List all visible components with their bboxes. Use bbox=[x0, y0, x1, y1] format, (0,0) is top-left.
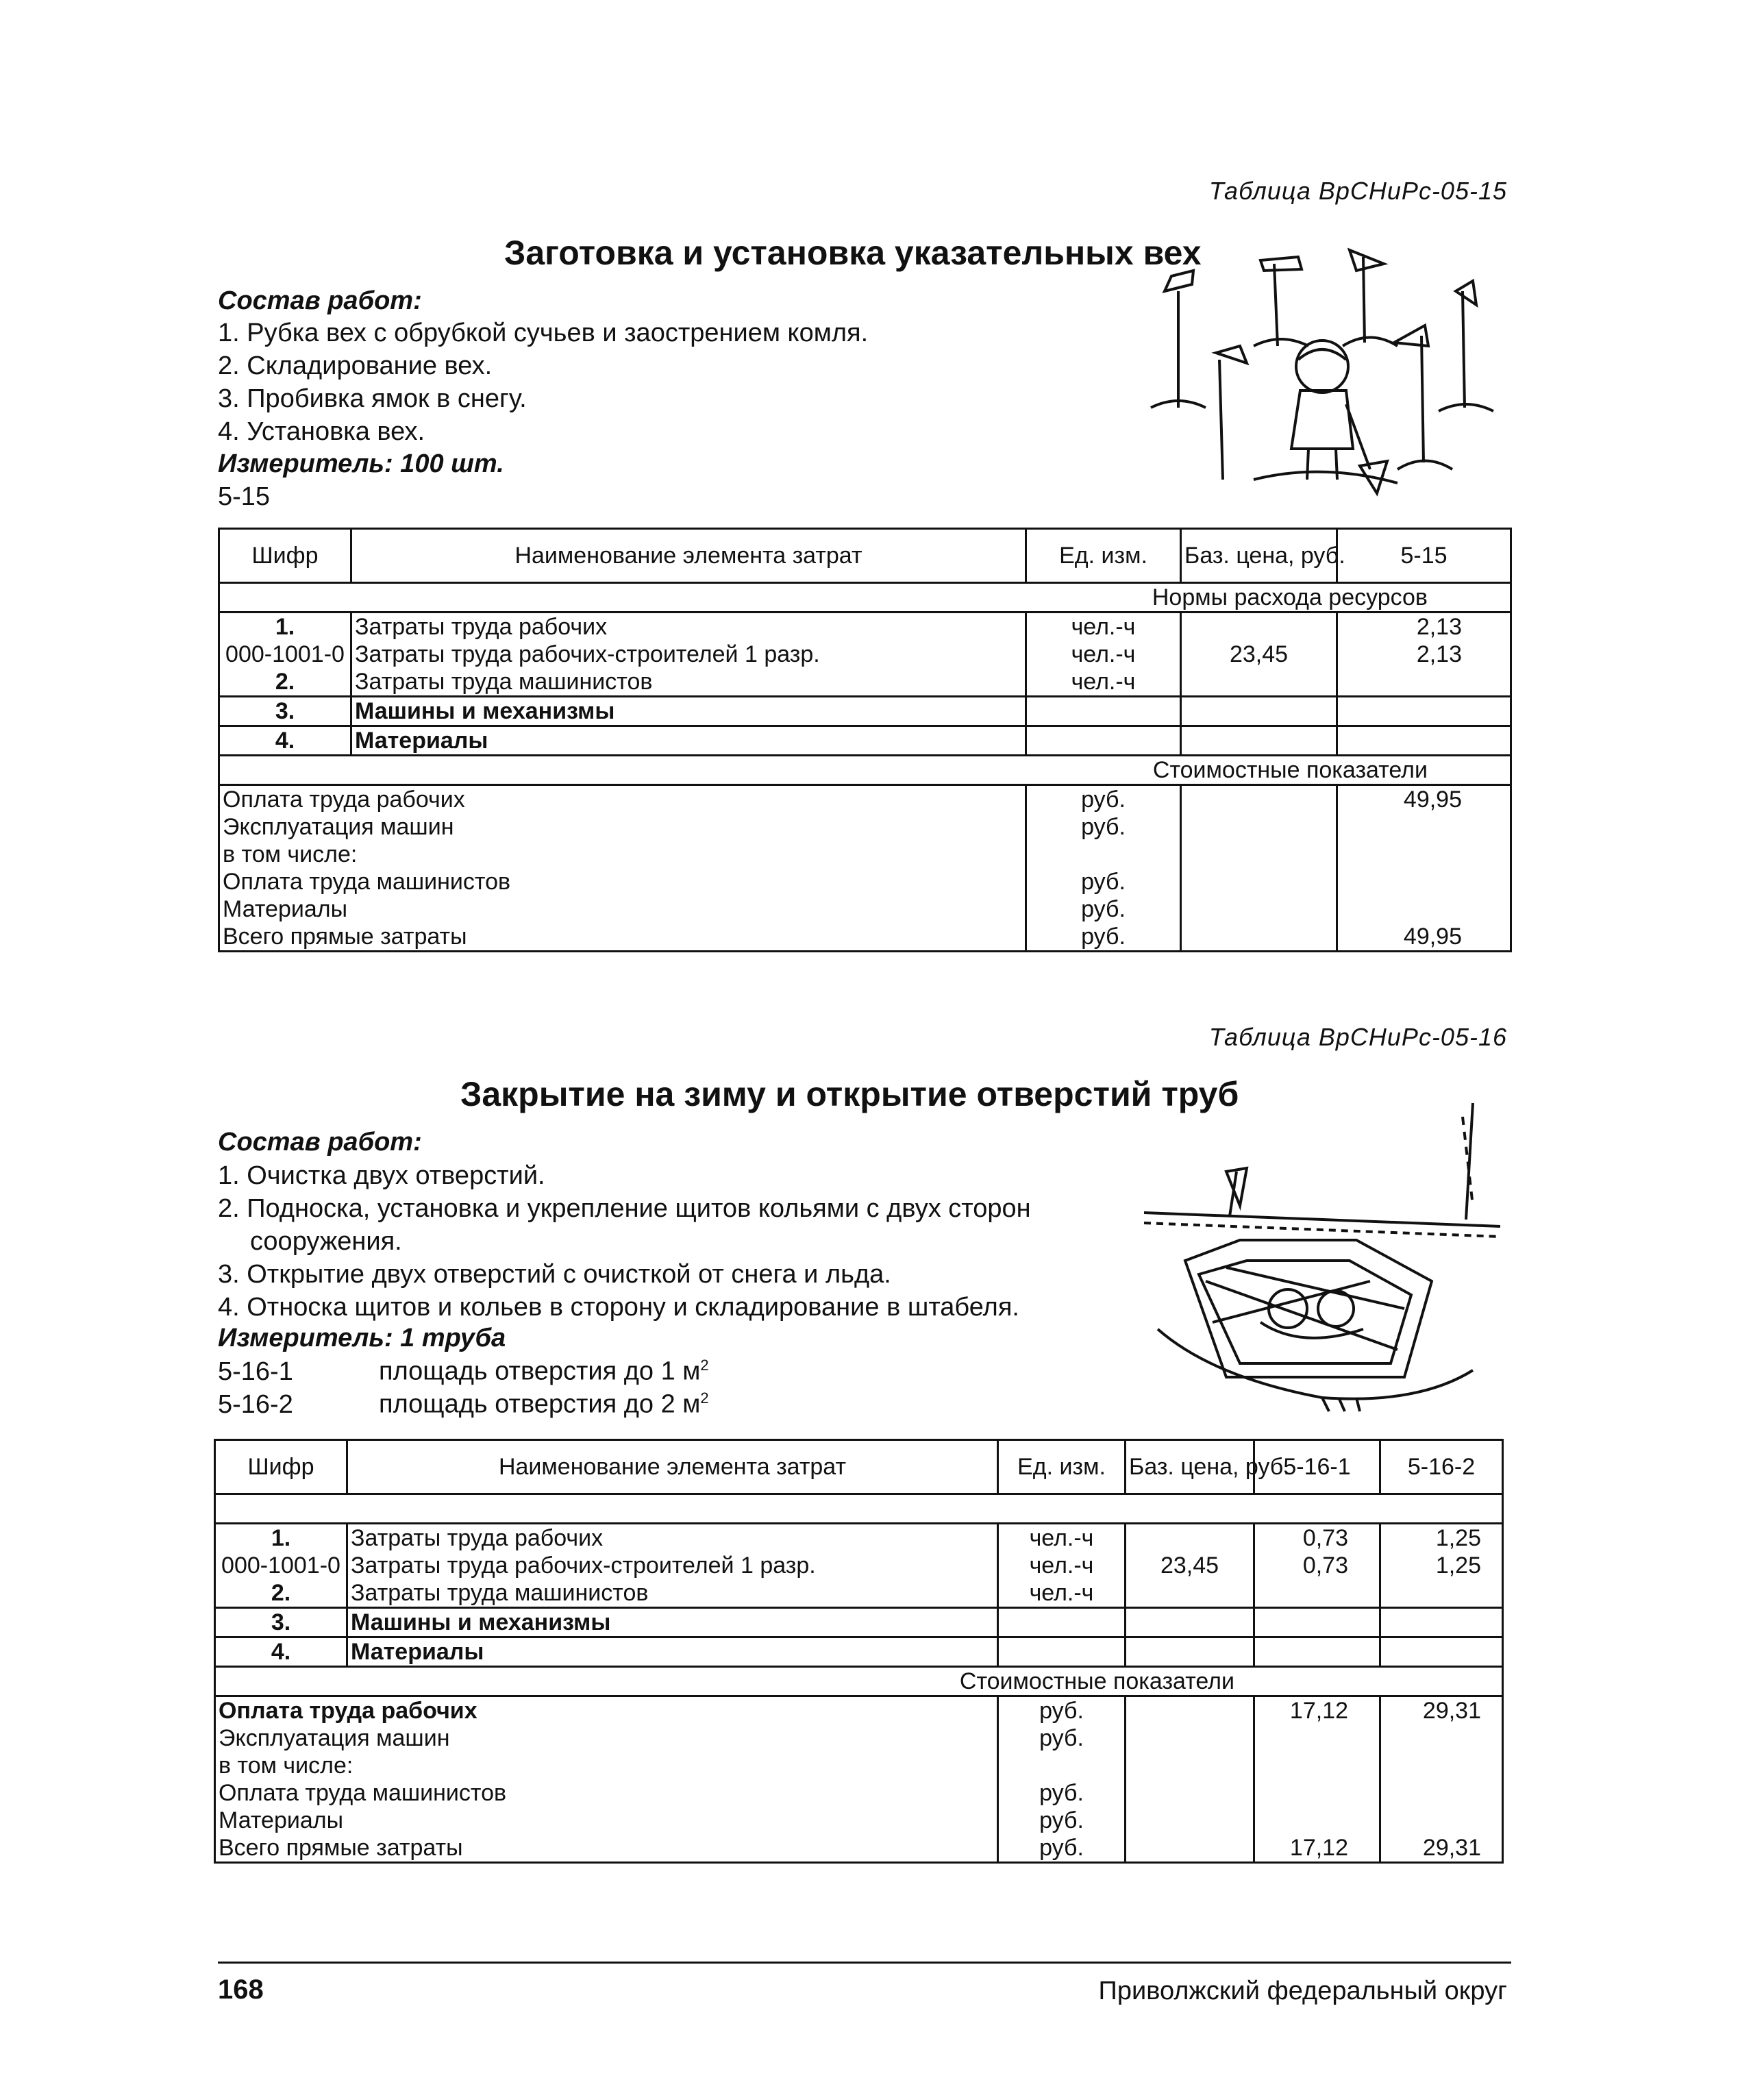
cost-value: 29,31 bbox=[1380, 1696, 1503, 1725]
row-unit: чел.-ч bbox=[998, 1524, 1126, 1553]
cost-value: 49,95 bbox=[1337, 923, 1511, 952]
row-value bbox=[1337, 668, 1511, 697]
row-value bbox=[1254, 1608, 1380, 1637]
row-value: 0,73 bbox=[1254, 1552, 1380, 1579]
norm-code: 5-16-2 bbox=[218, 1389, 293, 1419]
cost-value bbox=[1380, 1779, 1503, 1807]
cost-name: в том числе: bbox=[219, 841, 1026, 868]
cost-unit: руб. bbox=[1026, 895, 1181, 923]
work-item: 2. Складирование вех. bbox=[218, 351, 493, 380]
cost-value bbox=[1254, 1779, 1380, 1807]
table-row bbox=[219, 641, 1511, 668]
row-price bbox=[1126, 1579, 1254, 1608]
cost-unit: руб. bbox=[1026, 785, 1181, 814]
row-code: 000-1001-0 bbox=[215, 1552, 347, 1579]
superscript: 2 bbox=[700, 1357, 709, 1374]
header-name: Наименование элемента затрат bbox=[347, 1440, 998, 1494]
superscript: 2 bbox=[700, 1389, 709, 1407]
work-item: сооружения. bbox=[250, 1227, 402, 1256]
cost-row bbox=[219, 813, 1511, 841]
cost-row bbox=[219, 841, 1511, 868]
page-number: 168 bbox=[218, 1975, 264, 2005]
work-item: 4. Установка вех. bbox=[218, 417, 425, 446]
cost-value: 17,12 bbox=[1254, 1834, 1380, 1863]
cost-unit: руб. bbox=[1026, 923, 1181, 952]
table-row bbox=[215, 1524, 1503, 1553]
cost-unit: руб. bbox=[1026, 868, 1181, 895]
cost-row bbox=[215, 1752, 1503, 1779]
cost-unit: руб. bbox=[998, 1724, 1126, 1752]
row-unit: чел.-ч bbox=[1026, 641, 1181, 668]
row-price bbox=[1181, 613, 1337, 641]
pipe-opening-illustration bbox=[1144, 1103, 1500, 1418]
measure-unit: Измеритель: 100 шт. bbox=[218, 449, 504, 478]
cost-value: 49,95 bbox=[1337, 785, 1511, 814]
cost-row bbox=[219, 895, 1511, 923]
row-value bbox=[1380, 1579, 1503, 1608]
norms-section-empty bbox=[215, 1494, 1503, 1524]
row-unit: чел.-ч bbox=[998, 1552, 1126, 1579]
cost-name: Материалы bbox=[215, 1807, 998, 1834]
cost-row bbox=[219, 868, 1511, 895]
norms-table bbox=[214, 1439, 1504, 1864]
header-code: Шифр bbox=[219, 529, 351, 583]
norm-code-line bbox=[218, 1357, 709, 1387]
cost-value bbox=[1380, 1724, 1503, 1752]
row-code: 000-1001-0 bbox=[219, 641, 351, 668]
cost-row bbox=[215, 1779, 1503, 1807]
work-item: 4. Относка щитов и кольев в сторону и складирование в штабеля. bbox=[218, 1293, 1019, 1322]
header-name: Наименование элемента затрат bbox=[351, 529, 1026, 583]
row-name: Затраты труда рабочих-строителей 1 разр. bbox=[347, 1552, 998, 1579]
norm-description: площадь отверстия до 1 м bbox=[379, 1357, 701, 1386]
row-value bbox=[1337, 726, 1511, 756]
table-row bbox=[215, 1579, 1503, 1608]
cost-section-label: Стоимостные показатели bbox=[215, 1667, 1503, 1696]
cost-unit bbox=[998, 1752, 1126, 1779]
row-name: Затраты труда машинистов bbox=[347, 1579, 998, 1608]
cost-value bbox=[1254, 1724, 1380, 1752]
row-value bbox=[1254, 1579, 1380, 1608]
row-name: Затраты труда рабочих-строителей 1 разр. bbox=[351, 641, 1026, 668]
row-value bbox=[1380, 1637, 1503, 1667]
cost-name: Всего прямые затраты bbox=[219, 923, 1026, 952]
row-unit: чел.-ч bbox=[1026, 668, 1181, 697]
work-composition-label: Состав работ: bbox=[218, 286, 422, 315]
header-norm-5-16-2: 5-16-2 bbox=[1380, 1440, 1503, 1494]
work-item: 1. Рубка вех с обрубкой сучьев и заострением комля. bbox=[218, 319, 869, 347]
norm-code: 5-16-1 bbox=[218, 1357, 293, 1386]
table-row bbox=[215, 1552, 1503, 1579]
row-name: Затраты труда рабочих bbox=[351, 613, 1026, 641]
section-title: Заготовка и установка указательных вех bbox=[504, 234, 1202, 272]
cost-name: Всего прямые затраты bbox=[215, 1834, 998, 1863]
row-name: Затраты труда рабочих bbox=[347, 1524, 998, 1553]
row-price bbox=[1181, 668, 1337, 697]
cost-name: Оплата труда рабочих bbox=[219, 785, 1026, 814]
cost-value bbox=[1337, 868, 1511, 895]
row-code: 1. bbox=[215, 1524, 347, 1553]
cost-name: Эксплуатация машин bbox=[219, 813, 1026, 841]
work-composition-label: Состав работ: bbox=[218, 1128, 422, 1156]
row-code: 2. bbox=[215, 1579, 347, 1608]
footer-divider bbox=[218, 1962, 1511, 1964]
norm-code: 5-15 bbox=[218, 482, 271, 511]
header-norm-5-15: 5-15 bbox=[1337, 529, 1511, 583]
cost-value bbox=[1254, 1807, 1380, 1834]
cost-name: Материалы bbox=[219, 895, 1026, 923]
work-list bbox=[218, 317, 868, 448]
row-value: 0,73 bbox=[1254, 1524, 1380, 1553]
cost-unit: руб. bbox=[998, 1807, 1126, 1834]
row-code: 2. bbox=[219, 668, 351, 697]
row-price bbox=[1181, 697, 1337, 726]
cost-row bbox=[215, 1696, 1503, 1725]
row-unit: чел.-ч bbox=[1026, 613, 1181, 641]
cost-value bbox=[1337, 813, 1511, 841]
cost-name: Оплата труда машинистов bbox=[215, 1779, 998, 1807]
cost-row bbox=[215, 1834, 1503, 1863]
measure-unit: Измеритель: 1 труба bbox=[218, 1324, 506, 1352]
cost-unit: руб. bbox=[998, 1696, 1126, 1725]
row-price bbox=[1181, 726, 1337, 756]
table-row bbox=[219, 726, 1511, 756]
row-value: 1,25 bbox=[1380, 1524, 1503, 1553]
norm-code-line bbox=[218, 1389, 709, 1420]
cost-unit: руб. bbox=[1026, 813, 1181, 841]
row-price: 23,45 bbox=[1126, 1552, 1254, 1579]
header-unit: Ед. изм. bbox=[998, 1440, 1126, 1494]
header-price: Баз. цена, руб. bbox=[1181, 529, 1337, 583]
footer-region: Приволжский федеральный округ bbox=[1098, 1977, 1507, 2005]
row-unit bbox=[1026, 697, 1181, 726]
cost-value bbox=[1380, 1752, 1503, 1779]
table-row bbox=[219, 613, 1511, 641]
row-code: 4. bbox=[219, 726, 351, 756]
cost-value: 17,12 bbox=[1254, 1696, 1380, 1725]
norms-table bbox=[218, 528, 1512, 952]
row-code: 3. bbox=[215, 1608, 347, 1637]
row-code: 3. bbox=[219, 697, 351, 726]
work-item: 1. Очистка двух отверстий. bbox=[218, 1161, 545, 1190]
work-list bbox=[218, 1159, 1031, 1324]
cost-value bbox=[1337, 895, 1511, 923]
row-unit bbox=[1026, 726, 1181, 756]
cost-row bbox=[219, 923, 1511, 952]
cost-unit: руб. bbox=[998, 1834, 1126, 1863]
row-value bbox=[1254, 1637, 1380, 1667]
cost-value: 29,31 bbox=[1380, 1834, 1503, 1863]
marker-poles-illustration bbox=[1151, 243, 1507, 510]
cost-name: Эксплуатация машин bbox=[215, 1724, 998, 1752]
norm-description: площадь отверстия до 2 м bbox=[379, 1389, 701, 1419]
table-label: Таблица ВрСНиРс-05-15 bbox=[1208, 177, 1507, 205]
row-name: Затраты труда машинистов bbox=[351, 668, 1026, 697]
row-unit bbox=[998, 1608, 1126, 1637]
cost-row bbox=[219, 785, 1511, 814]
row-price bbox=[1126, 1608, 1254, 1637]
row-name: Машины и механизмы bbox=[351, 697, 1026, 726]
row-value: 2,13 bbox=[1337, 641, 1511, 668]
header-unit: Ед. изм. bbox=[1026, 529, 1181, 583]
table-row bbox=[215, 1637, 1503, 1667]
cost-name: Оплата труда машинистов bbox=[219, 868, 1026, 895]
cost-value bbox=[1254, 1752, 1380, 1779]
section-title: Закрытие на зиму и открытие отверстий труб bbox=[460, 1075, 1239, 1113]
cost-row bbox=[215, 1807, 1503, 1834]
table-row bbox=[215, 1608, 1503, 1637]
row-name: Материалы bbox=[347, 1637, 998, 1667]
row-unit: чел.-ч bbox=[998, 1579, 1126, 1608]
header-price: Баз. цена, руб. bbox=[1126, 1440, 1254, 1494]
cost-name: в том числе: bbox=[215, 1752, 998, 1779]
cost-value bbox=[1380, 1807, 1503, 1834]
header-code: Шифр bbox=[215, 1440, 347, 1494]
cost-section-label: Стоимостные показатели bbox=[219, 756, 1511, 785]
cost-value bbox=[1337, 841, 1511, 868]
row-name: Материалы bbox=[351, 726, 1026, 756]
table-row bbox=[219, 697, 1511, 726]
work-item: 3. Открытие двух отверстий с очисткой от снега и льда. bbox=[218, 1260, 891, 1289]
row-value bbox=[1380, 1608, 1503, 1637]
header-norm-5-16-1: 5-16-1 bbox=[1254, 1440, 1380, 1494]
row-price: 23,45 bbox=[1181, 641, 1337, 668]
row-value bbox=[1337, 697, 1511, 726]
cost-name: Оплата труда рабочих bbox=[215, 1696, 998, 1725]
row-code: 1. bbox=[219, 613, 351, 641]
row-value: 2,13 bbox=[1337, 613, 1511, 641]
work-item: 3. Пробивка ямок в снегу. bbox=[218, 384, 527, 413]
row-price bbox=[1126, 1524, 1254, 1553]
row-value: 1,25 bbox=[1380, 1552, 1503, 1579]
row-code: 4. bbox=[215, 1637, 347, 1667]
row-unit bbox=[998, 1637, 1126, 1667]
cost-unit bbox=[1026, 841, 1181, 868]
row-name: Машины и механизмы bbox=[347, 1608, 998, 1637]
table-row bbox=[219, 668, 1511, 697]
cost-unit: руб. bbox=[998, 1779, 1126, 1807]
cost-row bbox=[215, 1724, 1503, 1752]
norms-section-label: Нормы расхода ресурсов bbox=[219, 583, 1511, 613]
row-price bbox=[1126, 1637, 1254, 1667]
work-item: 2. Подноска, установка и укрепление щитов кольями с двух сторон bbox=[218, 1194, 1031, 1223]
table-label: Таблица ВрСНиРс-05-16 bbox=[1208, 1023, 1507, 1051]
